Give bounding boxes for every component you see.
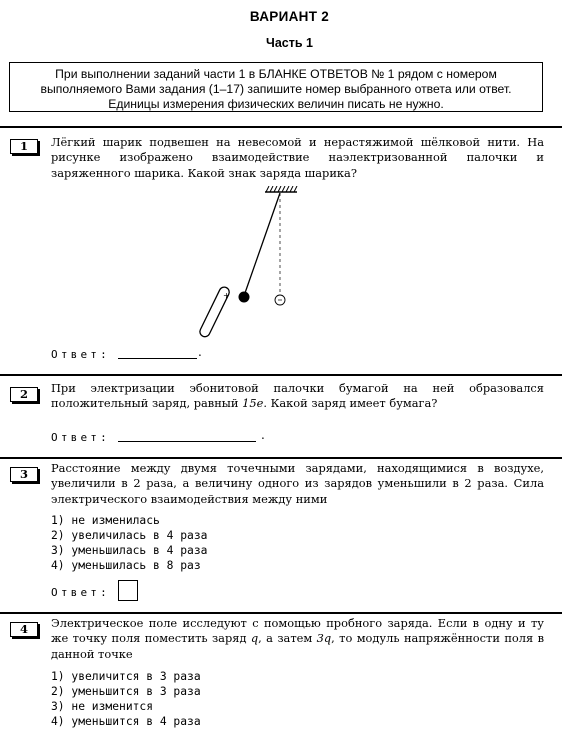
option[interactable]: 2) уменьшится в 3 раза — [51, 685, 201, 699]
instructions-text: При выполнении заданий части 1 в БЛАНКЕ ОТВЕТОВ № 1 рядом с номером выполняемого Вами задания (1–17) запишите номер выбранного ответа или ответ. Единицы измерения физических величин писать не нужно. — [40, 67, 512, 112]
question-3-text: Расстояние между двумя точечными зарядами, находящимися в воздухе, увеличили в 2 раза, а величину одного из зарядов уменьшили в 2 раза. Сила электрического взаимодействия между ними — [51, 461, 544, 506]
question-1-number: 1 — [10, 139, 38, 154]
question-1-figure — [185, 186, 315, 346]
question-1-answer-period: . — [198, 345, 202, 359]
question-3-number: 3 — [10, 467, 38, 482]
separator-line — [0, 126, 562, 128]
option[interactable]: 3) не изменится — [51, 700, 154, 714]
question-4-text: Электрическое поле исследуют с помощью пробного заряда. Если в одну и ту же точку поля поместить заряд q, а затем 3q, то модуль напряжённости поля в данной точке — [51, 616, 544, 661]
option[interactable]: 1) не изменилась — [51, 514, 160, 527]
part-title: Часть 1 — [266, 36, 313, 50]
thread — [245, 193, 280, 293]
option[interactable]: 3) уменьшилась в 4 раза — [51, 544, 208, 558]
question-2-answer-period: . — [261, 428, 265, 442]
question-2-answer-label: Ответ: — [51, 431, 110, 444]
option[interactable]: 4) уменьшилась в 8 раз — [51, 559, 201, 573]
question-1-text: Лёгкий шарик подвешен на невесомой и нерастяжимой шёлковой нити. На рисунке изображено взаимодействие наэлектризованной палочки и заряженного шарика. Какой знак заряда шарика? — [51, 135, 544, 180]
option[interactable]: 1) увеличится в 3 раза — [51, 670, 201, 683]
instructions-box — [9, 62, 543, 112]
question-4-number: 4 — [10, 622, 38, 637]
question-2-answer-field[interactable] — [118, 441, 256, 442]
separator-line — [0, 374, 562, 376]
rod-charge-sign: + — [223, 291, 230, 300]
charged-ball — [239, 292, 250, 303]
question-1-answer-field[interactable] — [118, 358, 197, 359]
option[interactable]: 2) увеличилась в 4 раза — [51, 529, 208, 543]
question-3-answer-box[interactable] — [118, 580, 138, 601]
question-2-text: При электризации эбонитовой палочки бумагой на ней образовался положительный заряд, равный 15e. Какой заряд имеет бумага? — [51, 381, 544, 411]
question-1-answer-label: Ответ: — [51, 348, 110, 361]
variant-title: ВАРИАНТ 2 — [249, 9, 330, 24]
option[interactable]: 4) уменьшится в 4 раза — [51, 715, 201, 729]
separator-line — [0, 457, 562, 459]
ceiling-hatch — [266, 186, 297, 192]
question-3-answer-label: Ответ: — [51, 586, 110, 599]
question-2-number: 2 — [10, 387, 38, 402]
question-3-options — [51, 513, 207, 573]
question-4-options — [51, 669, 201, 729]
separator-line — [0, 612, 562, 614]
